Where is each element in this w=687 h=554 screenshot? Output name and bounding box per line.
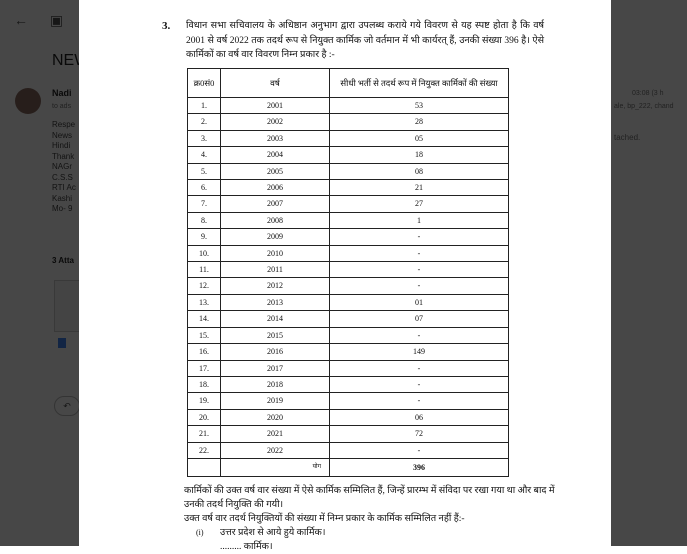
count-cell: 01 (330, 294, 509, 310)
count-cell: 27 (330, 196, 509, 212)
serial-cell: 8. (188, 212, 221, 228)
serial-cell: 10. (188, 245, 221, 261)
year-cell: 2010 (221, 245, 330, 261)
year-cell: 2005 (221, 163, 330, 179)
year-cell: 2016 (221, 344, 330, 360)
table-row (188, 98, 509, 114)
count-cell: 18 (330, 147, 509, 163)
serial-cell: 12. (188, 278, 221, 294)
table-row (188, 426, 509, 442)
serial-cell: 4. (188, 147, 221, 163)
table-row (188, 294, 509, 310)
serial-cell: 17. (188, 360, 221, 376)
table-row (188, 311, 509, 327)
table-row (188, 278, 509, 294)
year-cell: 2004 (221, 147, 330, 163)
year-cell: 2018 (221, 376, 330, 392)
paragraph-text: विधान सभा सचिवालय के अधिष्ठान अनुभाग द्वारा उपलब्ध कराये गये विवरण से यह स्पष्ट होता है कि वर्ष 2001 से वर्ष 2022 तक तदर्थ रूप से नियुक्त कार्मिक जो वर्तमान में भी कार्यरत् हैं, उनकी संख्या 396 है। ऐसे कार्मिकों का वर्ष वार विवरण निम्न प्रकार है :- (186, 21, 544, 60)
count-cell: - (330, 229, 509, 245)
count-cell: - (330, 262, 509, 278)
table-row (188, 196, 509, 212)
table-row (188, 212, 509, 228)
serial-cell: 15. (188, 327, 221, 343)
serial-cell: 20. (188, 409, 221, 425)
table-row (188, 442, 509, 458)
count-cell: - (330, 393, 509, 409)
count-cell: 05 (330, 130, 509, 146)
appointments-table (187, 68, 509, 477)
table-header-row (188, 69, 509, 98)
table-row (188, 147, 509, 163)
total-empty-cell (188, 458, 221, 476)
count-cell: - (330, 376, 509, 392)
table-row (188, 130, 509, 146)
year-cell: 2014 (221, 311, 330, 327)
table-row (188, 376, 509, 392)
table-row (188, 245, 509, 261)
table-total-row (188, 458, 509, 476)
count-cell: - (330, 327, 509, 343)
serial-cell: 19. (188, 393, 221, 409)
count-cell: 72 (330, 426, 509, 442)
list-item (184, 540, 564, 554)
note-paragraph: उक्त वर्ष वार तदर्थ नियुक्तियों की संख्या में निम्न प्रकार के कार्मिक सम्मिलित नहीं हैं:- (184, 514, 465, 524)
following-text (184, 484, 564, 554)
year-cell: 2017 (221, 360, 330, 376)
header-serial: क्र0सं0 (188, 69, 221, 98)
table-row (188, 163, 509, 179)
serial-cell: 22. (188, 442, 221, 458)
total-label: योग (221, 458, 330, 476)
year-cell: 2011 (221, 262, 330, 278)
serial-cell: 11. (188, 262, 221, 278)
table-row (188, 327, 509, 343)
total-value: 396 (330, 458, 509, 476)
table-row (188, 180, 509, 196)
table-row (188, 409, 509, 425)
year-cell: 2003 (221, 130, 330, 146)
year-cell: 2002 (221, 114, 330, 130)
serial-cell: 16. (188, 344, 221, 360)
year-cell: 2022 (221, 442, 330, 458)
year-cell: 2021 (221, 426, 330, 442)
table-row (188, 114, 509, 130)
serial-cell: 13. (188, 294, 221, 310)
header-year: वर्ष (221, 69, 330, 98)
year-cell: 2008 (221, 212, 330, 228)
header-count: सीधी भर्ती से तदर्थ रूप में नियुक्त कार्मिकों की संख्या (330, 69, 509, 98)
serial-cell: 1. (188, 98, 221, 114)
serial-cell: 2. (188, 114, 221, 130)
list-item-text: ......... कार्मिक। (220, 542, 273, 552)
list-item-text: उत्तर प्रदेश से आये हुये कार्मिक। (220, 528, 326, 538)
count-cell: - (330, 245, 509, 261)
serial-cell: 5. (188, 163, 221, 179)
count-cell: - (330, 278, 509, 294)
list-item-number: (i) (196, 528, 204, 537)
year-cell: 2009 (221, 229, 330, 245)
table-row (188, 344, 509, 360)
serial-cell: 14. (188, 311, 221, 327)
table-row (188, 262, 509, 278)
serial-cell: 18. (188, 376, 221, 392)
year-cell: 2019 (221, 393, 330, 409)
year-cell: 2001 (221, 98, 330, 114)
year-cell: 2006 (221, 180, 330, 196)
table-row (188, 229, 509, 245)
document-page (79, 0, 611, 552)
serial-cell: 21. (188, 426, 221, 442)
year-cell: 2015 (221, 327, 330, 343)
year-cell: 2007 (221, 196, 330, 212)
count-cell: 149 (330, 344, 509, 360)
serial-cell: 3. (188, 130, 221, 146)
note-paragraph: कार्मिकों की उक्त वर्ष वार संख्या में ऐसे कार्मिक सम्मिलित हैं, जिन्हें प्रारम्भ में संविदा पर रखा गया था और बाद में उनकी तदर्थ नियुक्ति की गयी। (184, 486, 555, 510)
table-row (188, 360, 509, 376)
count-cell: 08 (330, 163, 509, 179)
serial-cell: 6. (188, 180, 221, 196)
paragraph-number: 3. (162, 20, 171, 32)
serial-cell: 7. (188, 196, 221, 212)
count-cell: 28 (330, 114, 509, 130)
count-cell: - (330, 442, 509, 458)
count-cell: 1 (330, 212, 509, 228)
year-cell: 2013 (221, 294, 330, 310)
year-cell: 2012 (221, 278, 330, 294)
count-cell: 06 (330, 409, 509, 425)
count-cell: - (330, 360, 509, 376)
count-cell: 07 (330, 311, 509, 327)
table-row (188, 393, 509, 409)
year-cell: 2020 (221, 409, 330, 425)
serial-cell: 9. (188, 229, 221, 245)
list-item (184, 526, 564, 540)
count-cell: 21 (330, 180, 509, 196)
count-cell: 53 (330, 98, 509, 114)
